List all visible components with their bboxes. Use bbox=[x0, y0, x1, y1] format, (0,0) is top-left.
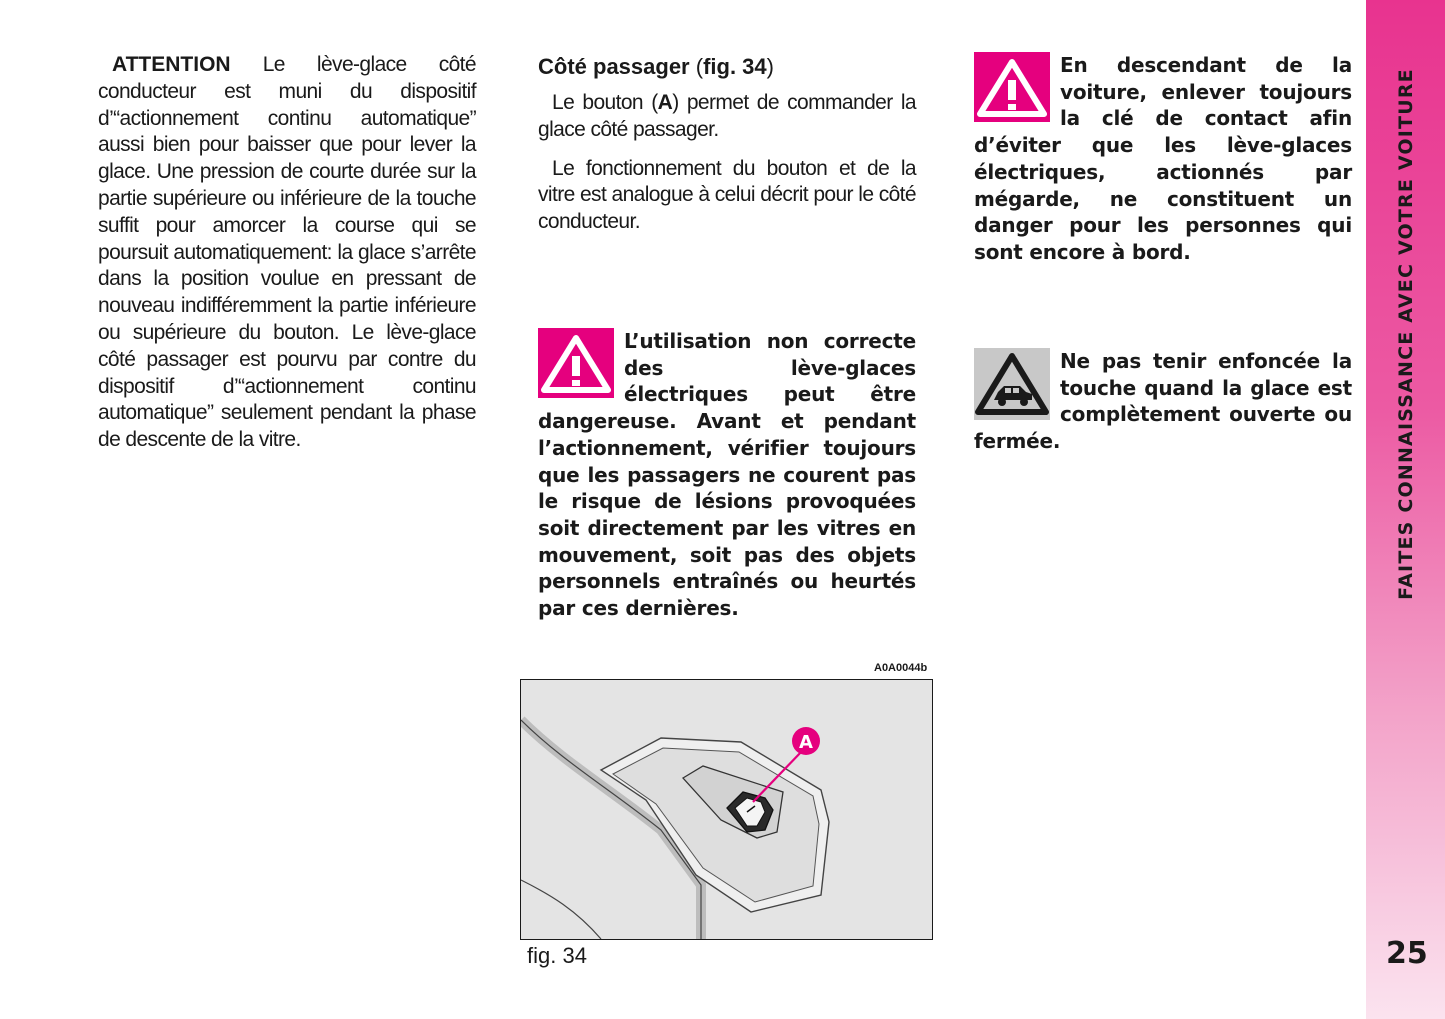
driver-side-column bbox=[98, 52, 476, 454]
attention-label: ATTENTION bbox=[112, 53, 231, 76]
warning-block-remove-key bbox=[974, 52, 1352, 266]
caution-text-hold-button: Ne pas tenir enfoncée la touche quand la glace est complètement ouverte ou fermée. bbox=[974, 349, 1352, 454]
driver-side-text: Le lève-glace côté conducteur est muni du dispositif d’“actionnement continu automatique” aussi bien pour baisser que pour lever la glace. Une pression de courte durée sur la partie supérieure ou inférieure de la touche suffit pour amorcer la course qui se poursuit automatiquement: la glace s’arrête dans la position voulue en pressant de nouveau indifféremment la partie inférieure ou supérieure du bouton. Le lève-glace côté passager est pourvu par contre du dispositif d’“actionnement continu automatique” seulement pendant la phase de descente de la vitre. bbox=[98, 53, 476, 452]
warning-block-window-misuse bbox=[538, 328, 916, 622]
title-paren-open: ( bbox=[695, 54, 704, 79]
chapter-title: FAITES CONNAISSANCE AVEC VOTRE VOITURE bbox=[1395, 68, 1417, 600]
figure-reference[interactable]: fig. 34 bbox=[703, 54, 767, 79]
warning-triangle-icon bbox=[538, 328, 614, 398]
warning-text-remove-key: En descendant de la voiture, enlever toujours la clé de contact afin d’éviter que les lève-glaces électriques, actionnés par mégarde, ne constituent un danger pour les personnes qui sont encore à bord. bbox=[974, 53, 1352, 264]
title-paren-close: ) bbox=[766, 54, 774, 79]
page-number: 25 bbox=[1386, 936, 1428, 971]
p1-after: ) permet de commander la glace côté passager. bbox=[538, 91, 916, 141]
car-triangle-icon bbox=[974, 348, 1050, 420]
section-title bbox=[538, 54, 916, 80]
caution-block-hold-button bbox=[974, 348, 1352, 455]
warning-text-window-misuse: L’utilisation non correcte des lève-glaces électriques peut être dangereuse. Avant et pendant l’actionnement, vérifier toujours que les passagers ne courent pas le risque de lésions provoquées soit directement par les vitres en mouvement, soit pas des objets personnels entraînés ou heurtés par ces dernières. bbox=[538, 329, 916, 621]
button-key-a: A bbox=[657, 91, 673, 114]
warning-triangle-icon bbox=[974, 52, 1050, 122]
figure-caption: fig. 34 bbox=[527, 943, 587, 968]
p1-before: Le bouton ( bbox=[552, 91, 658, 114]
figure-code: A0A0044b bbox=[874, 662, 928, 674]
section-title-text: Côté passager bbox=[538, 54, 690, 79]
passenger-paragraph-2: Le fonctionnement du bouton et de la vitre est analogue à celui décrit pour le côté conducteur. bbox=[538, 156, 916, 234]
driver-side-paragraph bbox=[98, 52, 476, 454]
passenger-paragraph-1 bbox=[538, 90, 916, 144]
window-switch-illustration bbox=[520, 679, 933, 940]
figure-callout-a: A bbox=[799, 732, 813, 753]
passenger-side-column bbox=[538, 54, 916, 248]
